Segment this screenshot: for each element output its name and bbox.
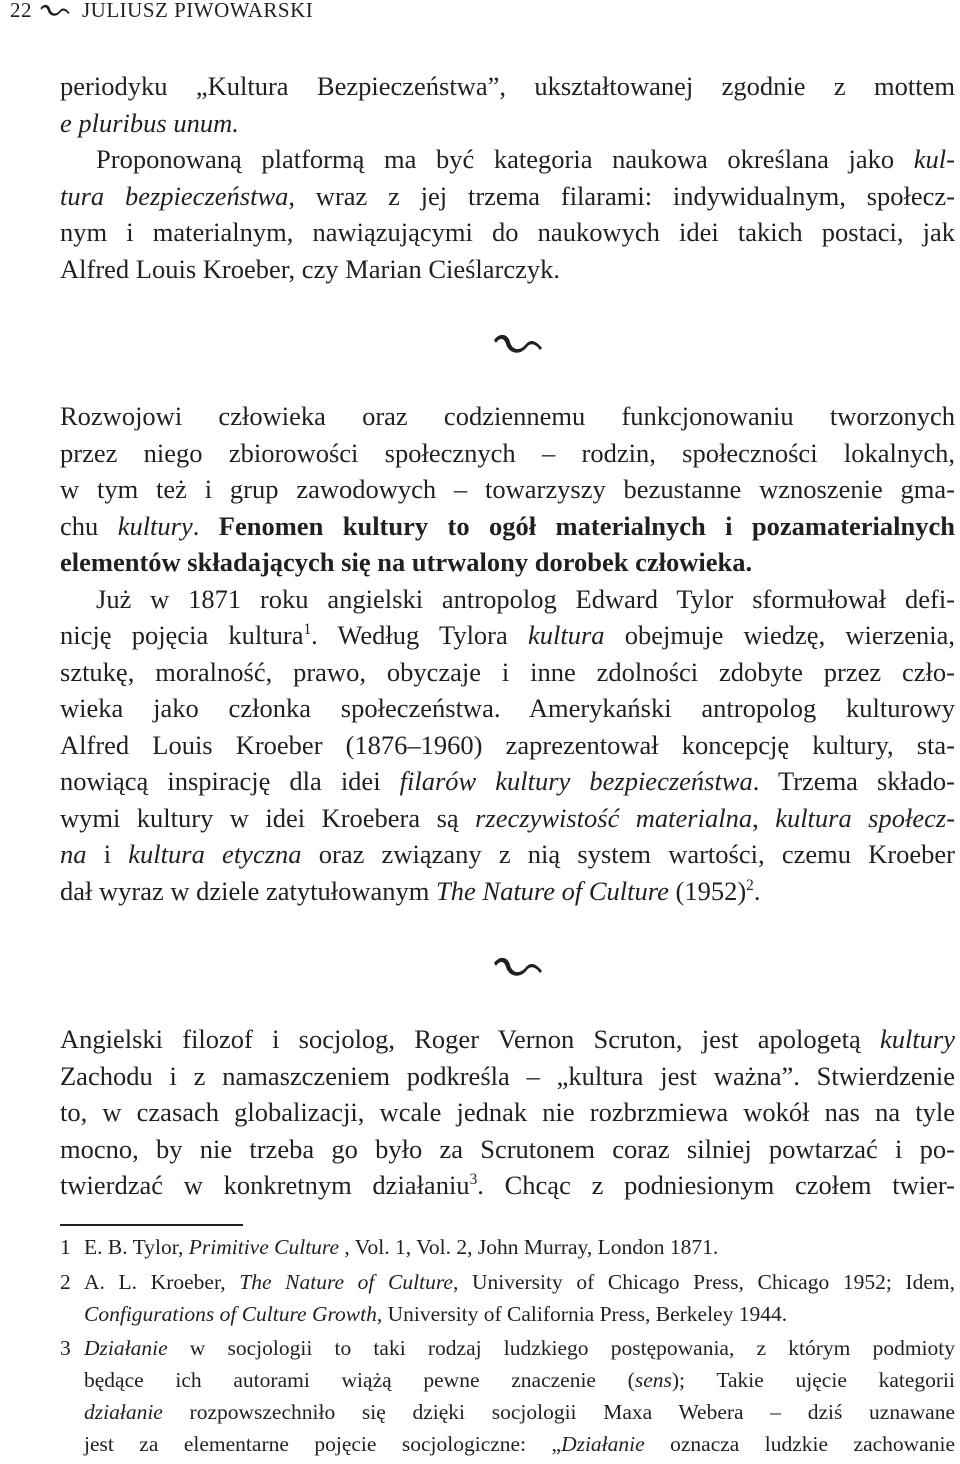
text-span: dał wyraz w dziele zatytułowanym	[60, 875, 437, 906]
italic-phrase: Działanie	[84, 1336, 168, 1361]
section-divider-icon	[490, 330, 546, 360]
paragraph	[60, 68, 955, 141]
italic-phrase: filarów kultury bezpieczeństwa	[399, 766, 753, 796]
fleuron-icon	[38, 0, 72, 22]
footnote-number: 3	[60, 1336, 71, 1361]
text-line	[84, 1365, 955, 1397]
footnotes	[60, 1232, 955, 1464]
footnote-2	[60, 1267, 955, 1331]
section-3	[60, 1021, 955, 1204]
section-2	[60, 398, 955, 909]
text-line	[60, 105, 955, 142]
italic-phrase: kultura społecz-	[775, 802, 956, 833]
text-line: przez niego zbiorowości społecznych – rodzin, społeczności lokalnych,	[60, 437, 955, 468]
text-line	[84, 1397, 955, 1429]
text-line: Alfred Louis Kroeber, czy Marian Cieślarczyk.	[60, 253, 561, 284]
footnote-ref[interactable]: 3	[469, 1171, 478, 1189]
italic-phrase: The Nature of Culture	[239, 1269, 453, 1294]
bold-phrase: elementów składających się na utrwalony dorobek człowieka.	[60, 547, 753, 577]
paragraph	[60, 1021, 955, 1204]
text-span: E. B. Tylor,	[84, 1235, 189, 1259]
italic-phrase: kultura etyczna	[128, 839, 302, 869]
italic-phrase: działanie	[84, 1399, 163, 1424]
text-line: Alfred Louis Kroeber (1876–1960) zaprezentował koncepcję kultury, sta-	[60, 729, 955, 760]
text-span: Angielski filozof i socjolog, Roger Vernon Scruton, jest apologetą	[60, 1024, 880, 1054]
section-divider-icon	[490, 953, 546, 983]
text-line: to, w czasach globalizacji, wcale jednak nie rozbrzmiewa wokół nas na tyle	[60, 1097, 955, 1127]
text-line	[60, 544, 955, 581]
text-line	[60, 178, 955, 215]
text-span: twierdzać w konkretnym działaniu	[60, 1170, 470, 1200]
text-span: będące ich autorami wiążą pewne znaczenie (	[84, 1368, 635, 1393]
text-span: Proponowaną platformą ma być kategoria naukowa określana jako	[96, 144, 914, 174]
italic-phrase: The Nature of Culture	[436, 875, 669, 906]
text-span: obejmuje wiedzę, wierzenia,	[604, 620, 955, 650]
text-line: nym i materialnym, nawiązującymi do naukowych idei takich postaci, jak	[60, 217, 955, 247]
text-span: oraz związany z nią system wartości, czemu Kroeber	[301, 839, 955, 869]
text-line: mocno, by nie trzeba go było za Scrutonem coraz silniej powtarzać i po-	[60, 1133, 955, 1164]
italic-phrase: kul-	[913, 144, 955, 174]
text-line	[60, 617, 955, 654]
text-span: , University of California Press, Berkeley 1944.	[376, 1301, 788, 1326]
text-span: chu	[60, 510, 118, 541]
text-span: .	[753, 875, 761, 906]
paragraph	[60, 141, 955, 287]
page-number: 22	[10, 0, 32, 22]
section-1	[60, 68, 955, 287]
text-span: w socjologii to taki rodzaj ludzkiego postępowania, z którym podmioty	[167, 1336, 955, 1361]
footnote-3	[60, 1333, 955, 1460]
paragraph	[60, 398, 955, 581]
text-line: Zachodu i z namaszczeniem podkreśla – „kultura jest ważna”. Stwierdzenie	[60, 1060, 955, 1091]
text-span: , University of Chicago Press, Chicago 1952; Idem,	[452, 1269, 955, 1294]
italic-phrase: rzeczywistość materialna	[475, 802, 753, 833]
footnote-ref[interactable]: 2	[746, 876, 754, 894]
text-span: , Vol. 1, Vol. 2, John Murray, London 1871.	[339, 1235, 719, 1259]
italic-phrase: kultura	[527, 620, 605, 650]
text-span: oznacza ludzkie zachowanie	[644, 1431, 955, 1456]
italic-phrase: Primitive Culture	[188, 1235, 340, 1259]
text-span: jest za elementarne pojęcie socjologiczne: „	[84, 1431, 562, 1456]
text-line	[84, 1267, 955, 1299]
footnote-number: 2	[60, 1269, 71, 1294]
text-line	[60, 1021, 955, 1058]
italic-phrase: sens	[634, 1368, 672, 1393]
text-span: ,	[752, 802, 776, 833]
bold-phrase: Fenomen kultury to ogół materialnych i pozamaterialnych	[218, 510, 956, 541]
text-line	[60, 1167, 955, 1204]
text-line: Już w 1871 roku angielski antropolog Edward Tylor sformułował defi-	[96, 583, 955, 614]
text-line	[84, 1333, 955, 1365]
text-span: ); Takie ujęcie kategorii	[671, 1368, 955, 1393]
text-span: rozpowszechniło się dzięki socjologii Maxa Webera – dziś uznawane	[162, 1399, 955, 1424]
text-line	[60, 508, 955, 545]
text-line: sztukę, moralność, prawo, obyczaje i inne zdolności zdobyte przez czło-	[60, 656, 955, 687]
italic-phrase: na	[60, 839, 87, 869]
text-line: periodyku „Kultura Bezpieczeństwa”, ukształtowanej zgodnie z mottem	[60, 71, 955, 101]
italic-phrase: e pluribus unum.	[60, 107, 239, 138]
text-span: wymi kultury w idei Kroebera są	[60, 802, 476, 833]
text-span: A. L. Kroeber,	[84, 1269, 240, 1294]
text-line	[84, 1299, 955, 1331]
text-span: nicję pojęcia kultura	[60, 620, 304, 650]
text-span: . Chcąc z podniesionym czołem twier-	[477, 1170, 956, 1200]
italic-phrase: Configurations of Culture Growth	[84, 1301, 377, 1326]
text-line	[60, 800, 955, 837]
text-line: w tym też i grup zawodowych – towarzyszy bezustanne wznoszenie gma-	[60, 474, 955, 504]
text-line	[60, 873, 955, 910]
text-span: .	[192, 510, 219, 541]
text-span: . Trzema składo-	[752, 766, 956, 796]
italic-phrase: Działanie	[561, 1431, 645, 1456]
text-span: (1952)	[668, 875, 747, 906]
footnote-1	[60, 1232, 955, 1264]
text-line	[60, 836, 955, 873]
italic-phrase: tura bezpieczeństwa	[60, 180, 289, 211]
footnote-number: 1	[60, 1235, 71, 1259]
text-span: , wraz z jej trzema filarami: indywidualnym, społecz-	[288, 180, 955, 211]
text-line: Rozwojowi człowieka oraz codziennemu funkcjonowaniu tworzonych	[60, 401, 955, 431]
text-span: . Według Tylora	[311, 620, 528, 650]
text-line: wieka jako członka społeczeństwa. Amerykański antropolog kulturowy	[60, 693, 955, 723]
italic-phrase: kultury	[879, 1024, 955, 1054]
footnote-rule	[60, 1224, 243, 1226]
text-line	[60, 141, 955, 178]
text-line	[84, 1429, 955, 1461]
italic-phrase: kultury	[117, 510, 193, 541]
paragraph	[60, 581, 955, 910]
text-line	[84, 1232, 955, 1264]
running-head-author: JULIUSZ PIWOWARSKI	[82, 0, 314, 22]
text-line	[60, 763, 955, 800]
running-header	[10, 0, 313, 23]
footnote-ref[interactable]: 1	[303, 621, 312, 639]
text-span: i	[86, 839, 129, 869]
text-span: nowiącą inspirację dla idei	[60, 766, 400, 796]
